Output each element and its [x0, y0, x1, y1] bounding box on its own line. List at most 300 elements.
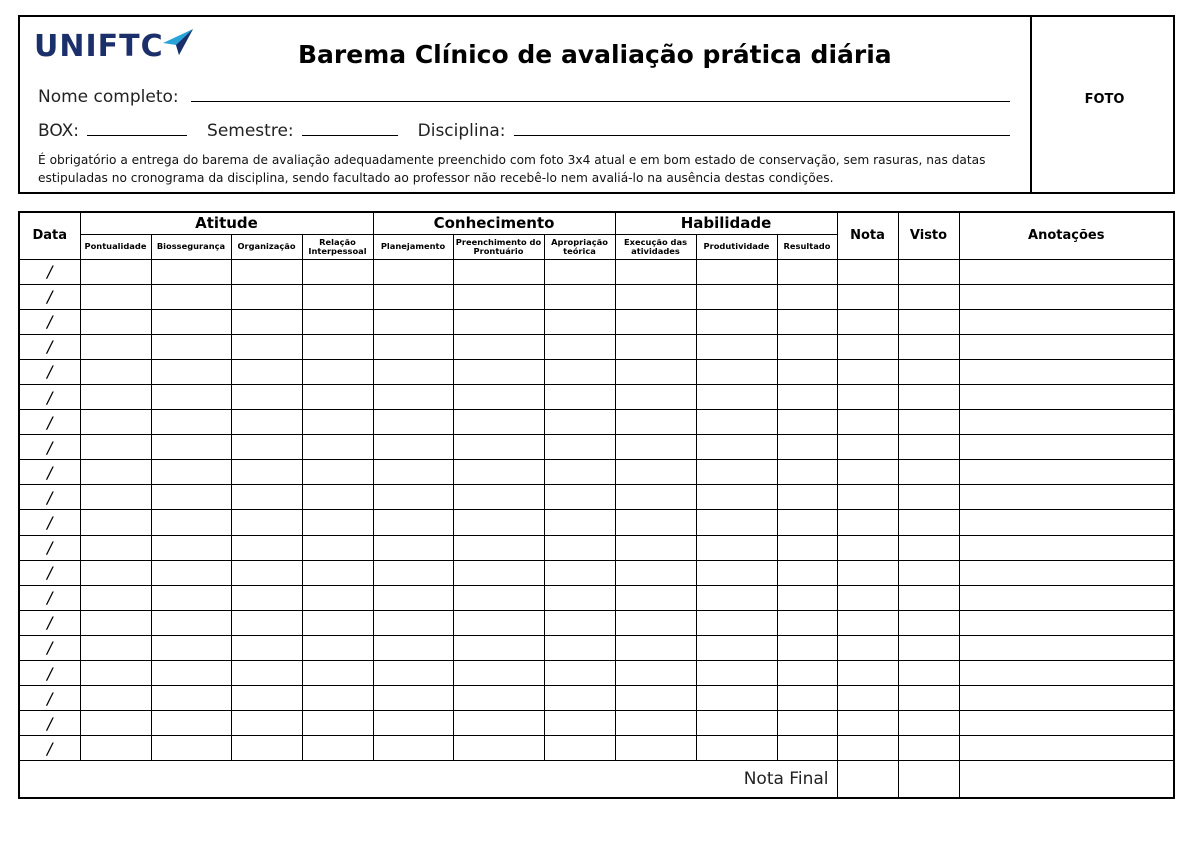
- score-cell[interactable]: [231, 384, 302, 409]
- score-cell[interactable]: [373, 384, 453, 409]
- score-cell[interactable]: [151, 309, 231, 334]
- score-cell[interactable]: [615, 635, 696, 660]
- score-cell[interactable]: [302, 410, 373, 435]
- score-cell[interactable]: [231, 284, 302, 309]
- score-cell[interactable]: [231, 334, 302, 359]
- score-cell[interactable]: [696, 661, 777, 686]
- score-cell[interactable]: [777, 334, 837, 359]
- score-cell[interactable]: [696, 711, 777, 736]
- score-cell[interactable]: [898, 610, 959, 635]
- score-cell[interactable]: [837, 661, 898, 686]
- score-cell[interactable]: [959, 460, 1174, 485]
- score-cell[interactable]: [777, 359, 837, 384]
- score-cell[interactable]: [373, 686, 453, 711]
- score-cell[interactable]: [151, 736, 231, 761]
- score-cell[interactable]: [837, 535, 898, 560]
- score-cell[interactable]: [302, 560, 373, 585]
- score-cell[interactable]: [544, 635, 615, 660]
- score-cell[interactable]: [544, 485, 615, 510]
- score-cell[interactable]: [544, 259, 615, 284]
- score-cell[interactable]: [777, 535, 837, 560]
- score-cell[interactable]: [453, 259, 544, 284]
- score-cell[interactable]: [373, 661, 453, 686]
- score-cell[interactable]: [777, 284, 837, 309]
- date-cell[interactable]: /: [19, 560, 80, 585]
- score-cell[interactable]: [837, 435, 898, 460]
- score-cell[interactable]: [544, 711, 615, 736]
- form-header: [18, 15, 1175, 194]
- score-cell[interactable]: [453, 585, 544, 610]
- score-cell[interactable]: [302, 359, 373, 384]
- score-cell[interactable]: [151, 686, 231, 711]
- score-cell[interactable]: [696, 259, 777, 284]
- score-cell[interactable]: [373, 736, 453, 761]
- score-cell[interactable]: [777, 635, 837, 660]
- score-cell[interactable]: [898, 334, 959, 359]
- score-cell[interactable]: [696, 284, 777, 309]
- score-cell[interactable]: [302, 309, 373, 334]
- data-header: Data: [19, 212, 80, 259]
- nome-input-line[interactable]: [191, 100, 1010, 102]
- score-cell[interactable]: [615, 259, 696, 284]
- score-cell[interactable]: [696, 635, 777, 660]
- box-input-line[interactable]: [87, 134, 187, 136]
- score-cell[interactable]: [373, 359, 453, 384]
- score-cell[interactable]: [777, 384, 837, 409]
- date-cell[interactable]: /: [19, 510, 80, 535]
- score-cell[interactable]: [696, 535, 777, 560]
- score-cell[interactable]: [837, 460, 898, 485]
- score-cell[interactable]: [302, 736, 373, 761]
- score-cell[interactable]: [231, 711, 302, 736]
- score-cell[interactable]: [898, 661, 959, 686]
- score-cell[interactable]: [151, 610, 231, 635]
- score-cell[interactable]: [453, 510, 544, 535]
- score-cell[interactable]: [544, 535, 615, 560]
- score-cell[interactable]: [544, 435, 615, 460]
- score-cell[interactable]: [151, 410, 231, 435]
- table-row: [19, 535, 1174, 560]
- date-cell[interactable]: /: [19, 686, 80, 711]
- score-cell[interactable]: [696, 309, 777, 334]
- score-cell[interactable]: [80, 435, 151, 460]
- score-cell[interactable]: [615, 736, 696, 761]
- score-cell[interactable]: [837, 686, 898, 711]
- score-cell[interactable]: [453, 384, 544, 409]
- date-cell[interactable]: /: [19, 485, 80, 510]
- score-cell[interactable]: [837, 610, 898, 635]
- score-cell[interactable]: [615, 535, 696, 560]
- score-cell[interactable]: [231, 435, 302, 460]
- score-cell[interactable]: [898, 259, 959, 284]
- score-cell[interactable]: [777, 510, 837, 535]
- score-cell[interactable]: [151, 384, 231, 409]
- score-cell[interactable]: [302, 485, 373, 510]
- score-cell[interactable]: [151, 711, 231, 736]
- planejamento-header: Planejamento: [373, 234, 453, 259]
- score-cell[interactable]: [80, 736, 151, 761]
- score-cell[interactable]: [777, 585, 837, 610]
- score-cell[interactable]: [544, 610, 615, 635]
- score-cell[interactable]: [80, 635, 151, 660]
- score-cell[interactable]: [615, 435, 696, 460]
- logo-arrow-icon: [161, 27, 195, 57]
- score-cell[interactable]: [151, 259, 231, 284]
- score-cell[interactable]: [898, 309, 959, 334]
- score-cell[interactable]: [151, 635, 231, 660]
- score-cell[interactable]: [615, 410, 696, 435]
- score-cell[interactable]: [302, 661, 373, 686]
- biosseguranca-header: Biossegurança: [151, 234, 231, 259]
- score-cell[interactable]: [837, 736, 898, 761]
- score-cell[interactable]: [959, 635, 1174, 660]
- score-cell[interactable]: [151, 435, 231, 460]
- score-cell[interactable]: [777, 259, 837, 284]
- score-cell[interactable]: [898, 535, 959, 560]
- score-cell[interactable]: [302, 384, 373, 409]
- score-cell[interactable]: [777, 309, 837, 334]
- score-cell[interactable]: [453, 410, 544, 435]
- score-cell[interactable]: [615, 686, 696, 711]
- score-cell[interactable]: [231, 585, 302, 610]
- evaluation-table: [18, 211, 1175, 799]
- score-cell[interactable]: [837, 510, 898, 535]
- score-cell[interactable]: [696, 384, 777, 409]
- score-cell[interactable]: [898, 585, 959, 610]
- score-cell[interactable]: [231, 610, 302, 635]
- score-cell[interactable]: [302, 460, 373, 485]
- score-cell[interactable]: [373, 460, 453, 485]
- score-cell[interactable]: [837, 359, 898, 384]
- score-cell[interactable]: [373, 410, 453, 435]
- score-cell[interactable]: [615, 585, 696, 610]
- score-cell[interactable]: [302, 535, 373, 560]
- score-cell[interactable]: [453, 435, 544, 460]
- score-cell[interactable]: [837, 384, 898, 409]
- score-cell[interactable]: [302, 610, 373, 635]
- score-cell[interactable]: [544, 510, 615, 535]
- score-cell[interactable]: [373, 309, 453, 334]
- score-cell[interactable]: [959, 510, 1174, 535]
- score-cell[interactable]: [544, 284, 615, 309]
- score-cell[interactable]: [898, 410, 959, 435]
- score-cell[interactable]: [898, 435, 959, 460]
- score-cell[interactable]: [80, 359, 151, 384]
- score-cell[interactable]: [615, 309, 696, 334]
- score-cell[interactable]: [959, 686, 1174, 711]
- score-cell[interactable]: [80, 384, 151, 409]
- score-cell[interactable]: [696, 510, 777, 535]
- score-cell[interactable]: [544, 460, 615, 485]
- score-cell[interactable]: [80, 284, 151, 309]
- score-cell[interactable]: [80, 334, 151, 359]
- score-cell[interactable]: [544, 309, 615, 334]
- score-cell[interactable]: [453, 661, 544, 686]
- score-cell[interactable]: [696, 485, 777, 510]
- score-cell[interactable]: [453, 535, 544, 560]
- nota-final-row: [19, 761, 1174, 798]
- date-cell[interactable]: /: [19, 661, 80, 686]
- score-cell[interactable]: [959, 410, 1174, 435]
- score-cell[interactable]: [777, 686, 837, 711]
- score-cell[interactable]: [80, 309, 151, 334]
- score-cell[interactable]: [696, 460, 777, 485]
- score-cell[interactable]: [151, 284, 231, 309]
- date-cell[interactable]: /: [19, 435, 80, 460]
- score-cell[interactable]: [615, 560, 696, 585]
- score-cell[interactable]: [837, 410, 898, 435]
- score-cell[interactable]: [231, 736, 302, 761]
- score-cell[interactable]: [837, 284, 898, 309]
- score-cell[interactable]: [959, 610, 1174, 635]
- score-cell[interactable]: [837, 259, 898, 284]
- score-cell[interactable]: [231, 410, 302, 435]
- score-cell[interactable]: [777, 661, 837, 686]
- date-cell[interactable]: /: [19, 259, 80, 284]
- score-cell[interactable]: [898, 485, 959, 510]
- score-cell[interactable]: [959, 384, 1174, 409]
- score-cell[interactable]: [777, 435, 837, 460]
- score-cell[interactable]: [777, 711, 837, 736]
- score-cell[interactable]: [544, 585, 615, 610]
- score-cell[interactable]: [959, 711, 1174, 736]
- score-cell[interactable]: [302, 686, 373, 711]
- score-cell[interactable]: [544, 334, 615, 359]
- date-cell[interactable]: /: [19, 334, 80, 359]
- score-cell[interactable]: [898, 736, 959, 761]
- score-cell[interactable]: [615, 610, 696, 635]
- score-cell[interactable]: [302, 510, 373, 535]
- score-cell[interactable]: [696, 610, 777, 635]
- score-cell[interactable]: [151, 359, 231, 384]
- date-cell[interactable]: /: [19, 585, 80, 610]
- score-cell[interactable]: [151, 560, 231, 585]
- score-cell[interactable]: [231, 686, 302, 711]
- score-cell[interactable]: [837, 309, 898, 334]
- date-cell[interactable]: /: [19, 284, 80, 309]
- score-cell[interactable]: [453, 711, 544, 736]
- score-cell[interactable]: [898, 460, 959, 485]
- score-cell[interactable]: [453, 485, 544, 510]
- score-cell[interactable]: [837, 485, 898, 510]
- score-cell[interactable]: [80, 510, 151, 535]
- score-cell[interactable]: [544, 359, 615, 384]
- score-cell[interactable]: [80, 661, 151, 686]
- date-cell[interactable]: /: [19, 460, 80, 485]
- score-cell[interactable]: [453, 460, 544, 485]
- score-cell[interactable]: [898, 284, 959, 309]
- score-cell[interactable]: [544, 661, 615, 686]
- score-cell[interactable]: [151, 585, 231, 610]
- score-cell[interactable]: [544, 560, 615, 585]
- conhecimento-header: Conhecimento: [373, 212, 615, 234]
- score-cell[interactable]: [453, 736, 544, 761]
- date-cell[interactable]: /: [19, 535, 80, 560]
- score-cell[interactable]: [302, 259, 373, 284]
- score-cell[interactable]: [453, 686, 544, 711]
- score-cell[interactable]: [373, 334, 453, 359]
- score-cell[interactable]: [302, 284, 373, 309]
- nota-final-anotacoes-cell[interactable]: [959, 761, 1174, 798]
- score-cell[interactable]: [544, 686, 615, 711]
- score-cell[interactable]: [373, 711, 453, 736]
- score-cell[interactable]: [898, 359, 959, 384]
- score-cell[interactable]: [696, 334, 777, 359]
- score-cell[interactable]: [373, 560, 453, 585]
- score-cell[interactable]: [615, 510, 696, 535]
- score-cell[interactable]: [373, 485, 453, 510]
- date-cell[interactable]: /: [19, 610, 80, 635]
- score-cell[interactable]: [373, 259, 453, 284]
- score-cell[interactable]: [837, 585, 898, 610]
- score-cell[interactable]: [80, 686, 151, 711]
- score-cell[interactable]: [959, 309, 1174, 334]
- date-cell[interactable]: /: [19, 410, 80, 435]
- atitude-header: Atitude: [80, 212, 373, 234]
- score-cell[interactable]: [151, 661, 231, 686]
- score-cell[interactable]: [151, 334, 231, 359]
- photo-box[interactable]: [1030, 17, 1177, 192]
- nota-final-cell[interactable]: [837, 761, 898, 798]
- score-cell[interactable]: [837, 711, 898, 736]
- score-cell[interactable]: [777, 610, 837, 635]
- table-body: [19, 259, 1174, 761]
- score-cell[interactable]: [231, 359, 302, 384]
- score-cell[interactable]: [898, 384, 959, 409]
- score-cell[interactable]: [615, 661, 696, 686]
- date-cell[interactable]: /: [19, 635, 80, 660]
- score-cell[interactable]: [302, 585, 373, 610]
- score-cell[interactable]: [80, 560, 151, 585]
- score-cell[interactable]: [453, 560, 544, 585]
- score-cell[interactable]: [80, 585, 151, 610]
- score-cell[interactable]: [615, 284, 696, 309]
- score-cell[interactable]: [615, 460, 696, 485]
- score-cell[interactable]: [80, 259, 151, 284]
- score-cell[interactable]: [302, 334, 373, 359]
- date-cell[interactable]: /: [19, 384, 80, 409]
- score-cell[interactable]: [959, 435, 1174, 460]
- score-cell[interactable]: [80, 535, 151, 560]
- disciplina-input-line[interactable]: [514, 134, 1010, 136]
- score-cell[interactable]: [373, 435, 453, 460]
- score-cell[interactable]: [231, 510, 302, 535]
- score-cell[interactable]: [231, 485, 302, 510]
- score-cell[interactable]: [231, 661, 302, 686]
- score-cell[interactable]: [80, 410, 151, 435]
- score-cell[interactable]: [302, 435, 373, 460]
- score-cell[interactable]: [837, 334, 898, 359]
- score-cell[interactable]: [898, 711, 959, 736]
- score-cell[interactable]: [373, 585, 453, 610]
- score-cell[interactable]: [231, 259, 302, 284]
- score-cell[interactable]: [544, 410, 615, 435]
- score-cell[interactable]: [231, 635, 302, 660]
- score-cell[interactable]: [80, 610, 151, 635]
- score-cell[interactable]: [959, 334, 1174, 359]
- score-cell[interactable]: [777, 560, 837, 585]
- score-cell[interactable]: [959, 661, 1174, 686]
- score-cell[interactable]: [80, 485, 151, 510]
- score-cell[interactable]: [373, 284, 453, 309]
- score-cell[interactable]: [453, 334, 544, 359]
- score-cell[interactable]: [615, 334, 696, 359]
- score-cell[interactable]: [151, 535, 231, 560]
- score-cell[interactable]: [959, 585, 1174, 610]
- score-cell[interactable]: [151, 510, 231, 535]
- semestre-input-line[interactable]: [302, 134, 398, 136]
- score-cell[interactable]: [898, 635, 959, 660]
- table-row: [19, 560, 1174, 585]
- score-cell[interactable]: [373, 535, 453, 560]
- date-cell[interactable]: /: [19, 359, 80, 384]
- score-cell[interactable]: [777, 485, 837, 510]
- score-cell[interactable]: [231, 460, 302, 485]
- score-cell[interactable]: [302, 711, 373, 736]
- score-cell[interactable]: [959, 259, 1174, 284]
- score-cell[interactable]: [373, 510, 453, 535]
- score-cell[interactable]: [615, 711, 696, 736]
- score-cell[interactable]: [151, 460, 231, 485]
- date-cell[interactable]: /: [19, 309, 80, 334]
- score-cell[interactable]: [151, 485, 231, 510]
- score-cell[interactable]: [80, 460, 151, 485]
- score-cell[interactable]: [777, 460, 837, 485]
- score-cell[interactable]: [373, 610, 453, 635]
- score-cell[interactable]: [696, 585, 777, 610]
- score-cell[interactable]: [231, 560, 302, 585]
- score-cell[interactable]: [615, 485, 696, 510]
- score-cell[interactable]: [959, 560, 1174, 585]
- score-cell[interactable]: [837, 635, 898, 660]
- score-cell[interactable]: [898, 686, 959, 711]
- score-cell[interactable]: [453, 610, 544, 635]
- score-cell[interactable]: [777, 410, 837, 435]
- score-cell[interactable]: [80, 711, 151, 736]
- score-cell[interactable]: [615, 384, 696, 409]
- score-cell[interactable]: [959, 359, 1174, 384]
- score-cell[interactable]: [696, 435, 777, 460]
- score-cell[interactable]: [898, 510, 959, 535]
- date-cell[interactable]: /: [19, 711, 80, 736]
- nota-final-visto-cell[interactable]: [898, 761, 959, 798]
- score-cell[interactable]: [231, 535, 302, 560]
- score-cell[interactable]: [544, 384, 615, 409]
- date-cell[interactable]: /: [19, 736, 80, 761]
- score-cell[interactable]: [696, 410, 777, 435]
- score-cell[interactable]: [373, 635, 453, 660]
- score-cell[interactable]: [696, 359, 777, 384]
- score-cell[interactable]: [302, 635, 373, 660]
- score-cell[interactable]: [231, 309, 302, 334]
- score-cell[interactable]: [615, 359, 696, 384]
- score-cell[interactable]: [959, 485, 1174, 510]
- score-cell[interactable]: [777, 736, 837, 761]
- score-cell[interactable]: [453, 309, 544, 334]
- score-cell[interactable]: [453, 635, 544, 660]
- score-cell[interactable]: [544, 736, 615, 761]
- score-cell[interactable]: [898, 560, 959, 585]
- score-cell[interactable]: [453, 359, 544, 384]
- score-cell[interactable]: [453, 284, 544, 309]
- score-cell[interactable]: [959, 736, 1174, 761]
- score-cell[interactable]: [696, 686, 777, 711]
- score-cell[interactable]: [959, 284, 1174, 309]
- score-cell[interactable]: [696, 560, 777, 585]
- score-cell[interactable]: [696, 736, 777, 761]
- score-cell[interactable]: [837, 560, 898, 585]
- score-cell[interactable]: [959, 535, 1174, 560]
